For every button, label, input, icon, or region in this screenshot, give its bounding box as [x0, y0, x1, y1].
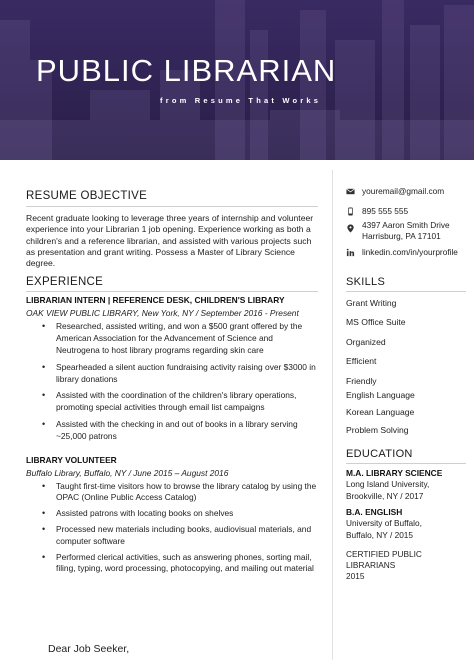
contact-address — [346, 220, 466, 241]
email-text: youremail@gmail.com — [362, 186, 445, 196]
education-degree: M.A. LIBRARY SCIENCE — [346, 468, 443, 479]
education-school: Long Island University, — [346, 479, 430, 490]
experience-heading: EXPERIENCE — [26, 276, 104, 289]
certification-year: 2015 — [346, 571, 365, 582]
contact-linkedin[interactable] — [346, 247, 466, 258]
education-heading: EDUCATION — [346, 448, 413, 461]
education-school: University of Buffalo, — [346, 518, 422, 529]
objective-text: Recent graduate looking to leverage three years of internship and volunteer experience into your Librarian 1 job opening. Experience working as both a children's and a reference librarian, and assisted with various projects such as presentation and grant writing. Possess a Master of Library Science degree. — [26, 213, 314, 269]
list-item: • Taught first-time visitors how to browse the library catalog by using the OPAC (Online Public Access Catalog) — [26, 481, 318, 505]
job-title: LIBRARIAN INTERN | REFERENCE DESK, CHILDREN'S LIBRARY — [26, 295, 285, 306]
job-entry — [26, 295, 318, 442]
education-rule — [346, 463, 466, 464]
phone-icon — [346, 207, 355, 216]
education-location-year: Buffalo, NY / 2015 — [346, 530, 414, 541]
phone-text: 895 555 555 — [362, 205, 409, 216]
skills-heading: SKILLS — [346, 275, 386, 288]
list-item: • Assisted patrons with locating books on shelves — [26, 508, 318, 520]
objective-heading: RESUME OBJECTIVE — [26, 190, 148, 202]
job-bullets — [26, 481, 318, 576]
page-title: PUBLIC LIBRARIAN — [36, 53, 337, 88]
job-title: LIBRARY VOLUNTEER — [26, 454, 117, 465]
skill-item: Organized — [346, 336, 386, 347]
job-meta: OAK VIEW PUBLIC LIBRARY, New York, NY / September 2016 - Present — [26, 308, 299, 319]
column-divider — [332, 170, 333, 660]
job-entry — [26, 455, 318, 576]
list-item: • Assisted with the coordination of the children's library operations, promoting special activities through email list campaigns — [26, 390, 318, 414]
skills-list — [346, 298, 466, 443]
certification-line: LIBRARIANS — [346, 560, 396, 571]
education-degree: B.A. ENGLISH — [346, 507, 403, 518]
skill-item: Grant Writing — [346, 297, 397, 308]
skill-item: Korean Language — [346, 407, 415, 418]
page-subtitle: from Resume That Works — [160, 96, 322, 105]
experience-rule — [26, 291, 318, 292]
email-icon — [346, 187, 355, 196]
objective-rule — [26, 206, 318, 207]
job-bullets — [26, 321, 318, 442]
skills-rule — [346, 291, 466, 292]
certification-line: CERTIFIED PUBLIC — [346, 549, 422, 560]
contact-email[interactable] — [346, 186, 466, 197]
list-item: • Processed new materials including books, audiovisual materials, and computer software — [26, 524, 318, 548]
salutation: Dear Job Seeker, — [48, 643, 130, 655]
linkedin-text: linkedin.com/in/yourprofile — [362, 247, 458, 257]
address-line-2: Harrisburg, PA 17101 — [362, 230, 441, 241]
address-line-1: 4397 Aaron Smith Drive — [362, 220, 450, 230]
location-pin-icon — [346, 224, 355, 233]
list-item: • Researched, assisted writing, and won a $500 grant offered by the American Association for the Advancement of Science and Neutrogena to host library programs regarding skin care — [26, 321, 318, 356]
main-column — [26, 190, 318, 579]
list-item: • Spearheaded a silent auction fundraising activity raising over $3000 in library donations — [26, 362, 318, 386]
education-location-year: Brookville, NY / 2017 — [346, 491, 424, 502]
skill-item: Problem Solving — [346, 424, 409, 435]
skill-item: English Language — [346, 389, 415, 400]
header-banner — [0, 0, 474, 160]
education-entry — [346, 468, 466, 502]
job-meta: Buffalo Library, Buffalo, NY / June 2015 – August 2016 — [26, 467, 229, 478]
education-entry — [346, 507, 466, 541]
certification-entry — [346, 549, 466, 582]
linkedin-icon — [346, 248, 355, 257]
sidebar-column — [346, 186, 466, 582]
list-item: • Assisted with the checking in and out of books in a library serving ~25,000 patrons — [26, 419, 318, 443]
skill-item: MS Office Suite — [346, 317, 406, 328]
skill-item: Efficient — [346, 356, 377, 367]
skill-item: Friendly — [346, 375, 377, 386]
list-item: • Performed clerical activities, such as answering phones, sorting mail, filing, typing, word processing, photocopying, and mailing out material — [26, 552, 318, 576]
contact-phone — [346, 206, 466, 217]
